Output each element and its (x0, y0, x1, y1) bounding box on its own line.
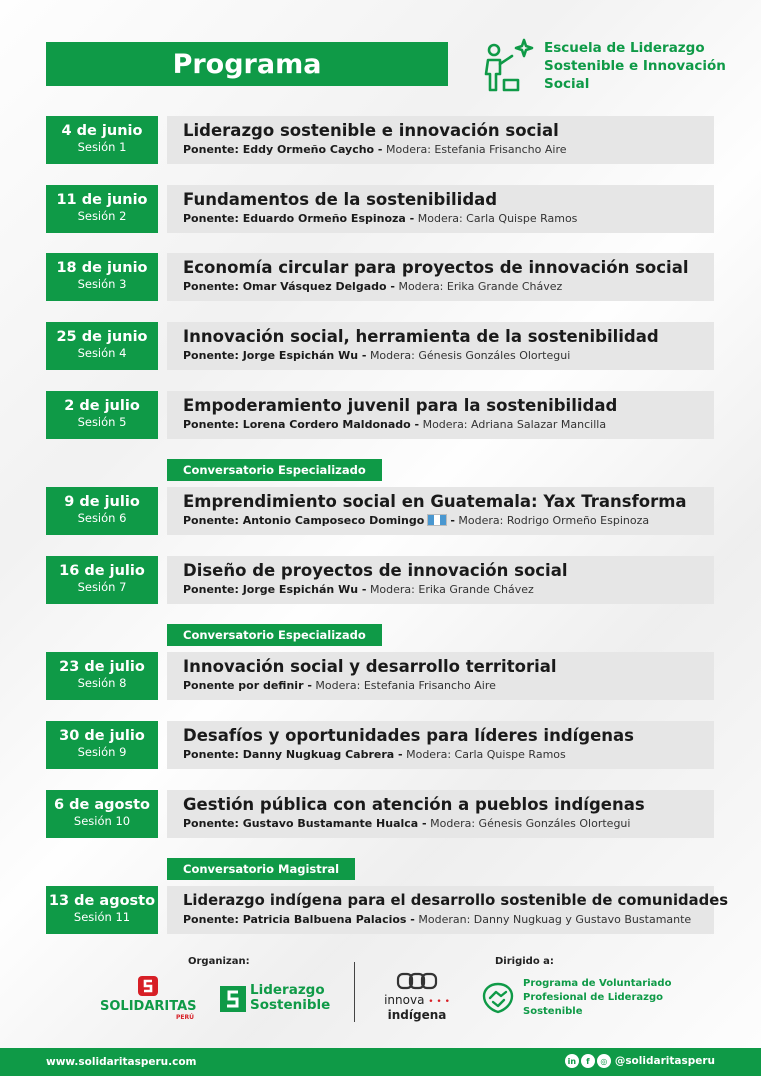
session-row (46, 253, 714, 301)
session-number: Sesión 2 (77, 209, 127, 223)
session-info (167, 790, 714, 838)
session-info (167, 116, 714, 164)
liderazgo-sostenible-logo (219, 983, 331, 1015)
session-title: Fundamentos de la sostenibilidad (183, 190, 498, 209)
date-box (46, 790, 158, 838)
date-box (46, 652, 158, 700)
session-row (46, 391, 714, 439)
date-box (46, 253, 158, 301)
session-date: 18 de junio (56, 260, 148, 276)
session-date: 23 de julio (59, 659, 145, 675)
session-info (167, 185, 714, 233)
dots-icon: • • • (428, 997, 450, 1007)
session-row (46, 652, 714, 700)
instagram-icon[interactable]: ◎ (597, 1054, 611, 1068)
session-title: Diseño de proyectos de innovación social (183, 561, 568, 580)
date-box (46, 487, 158, 535)
speaker: Ponente: Lorena Cordero Maldonado - (183, 418, 420, 431)
session-row (46, 886, 729, 934)
session-title: Liderazgo indígena para el desarrollo sostenible de comunidades (183, 892, 729, 909)
session-people (183, 748, 714, 761)
solidaritas-name: SOLIDARITAS (100, 999, 197, 1014)
speaker: Ponente por definir - (183, 679, 312, 692)
date-box (46, 116, 158, 164)
conversatorio-label: Conversatorio Especializado (167, 459, 382, 481)
moderator: Modera: Adriana Salazar Mancilla (422, 418, 607, 431)
session-date: 11 de junio (56, 192, 148, 208)
speaker: Ponente: Gustavo Bustamante Hualca - (183, 817, 427, 830)
session-title: Economía circular para proyectos de innovación social (183, 258, 689, 277)
date-box (46, 391, 158, 439)
date-box (46, 721, 158, 769)
date-box (46, 886, 158, 934)
session-people (183, 679, 714, 692)
moderator: Modera: Rodrigo Ormeño Espinoza (458, 514, 650, 527)
moderator: Modera: Estefania Frisancho Aire (386, 143, 567, 156)
session-title: Liderazgo sostenible e innovación social (183, 121, 559, 140)
session-date: 2 de julio (64, 398, 140, 414)
session-number: Sesión 1 (77, 140, 127, 154)
moderator: Modera: Estefania Frisancho Aire (315, 679, 496, 692)
session-people (183, 212, 714, 225)
moderator: Modera: Erika Grande Chávez (398, 280, 563, 293)
session-info (167, 391, 714, 439)
session-date: 6 de agosto (53, 797, 151, 813)
moderator: Moderan: Danny Nugkuag y Gustavo Bustamante (418, 913, 692, 926)
session-number: Sesión 4 (77, 346, 127, 360)
session-row (46, 185, 714, 233)
session-date: 9 de julio (64, 494, 140, 510)
session-info (167, 487, 714, 535)
session-title: Empoderamiento juvenil para la sostenibilidad (183, 396, 618, 415)
speaker: Ponente: Antonio Camposeco Domingo (183, 514, 425, 527)
social-links (565, 1054, 715, 1068)
session-title: Emprendimiento social en Guatemala: Yax Transforma (183, 492, 687, 511)
session-people (183, 143, 714, 156)
session-title: Gestión pública con atención a pueblos indígenas (183, 795, 645, 814)
session-number: Sesión 5 (77, 415, 127, 429)
session-date: 25 de junio (56, 329, 148, 345)
footer-bar (0, 1048, 761, 1076)
innova-word: innova (384, 993, 425, 1007)
session-row (46, 116, 714, 164)
handshake-icon (479, 978, 517, 1016)
session-row (46, 487, 714, 535)
speaker: Ponente: Omar Vásquez Delgado - (183, 280, 395, 293)
session-info (167, 652, 714, 700)
liderazgo-mark-icon (219, 985, 247, 1013)
speaker: Ponente: Patricia Balbuena Palacios - (183, 913, 415, 926)
session-people (183, 817, 714, 830)
divider (354, 962, 355, 1022)
session-date: 13 de agosto (48, 893, 156, 909)
school-title: Escuela de Liderazgo Sostenible e Innovación Social (544, 40, 726, 92)
website-link[interactable]: www.solidaritasperu.com (46, 1056, 197, 1068)
guatemala-flag-icon (427, 514, 447, 526)
speaker: Ponente: Eddy Ormeño Caycho - (183, 143, 383, 156)
session-people (183, 418, 714, 431)
program-title-bar (46, 42, 448, 86)
school-branding (478, 36, 738, 96)
moderator: Modera: Génesis Gonzáles Olortegui (430, 817, 631, 830)
session-row (46, 721, 714, 769)
speaker-separator: - (450, 514, 455, 527)
session-info (167, 721, 714, 769)
session-info (167, 556, 714, 604)
session-date: 4 de junio (61, 123, 143, 139)
session-date: 30 de julio (59, 728, 145, 744)
moderator: Modera: Carla Quispe Ramos (417, 212, 578, 225)
session-people (183, 913, 714, 926)
session-info (167, 253, 714, 301)
linkedin-icon[interactable]: in (565, 1054, 579, 1068)
facebook-icon[interactable]: f (581, 1054, 595, 1068)
moderator: Modera: Carla Quispe Ramos (406, 748, 566, 761)
session-row (46, 322, 714, 370)
program-title: Programa (172, 48, 322, 80)
session-number: Sesión 9 (77, 745, 127, 759)
solidaritas-logo (100, 974, 196, 1024)
target-label: Dirigido a: (495, 956, 554, 967)
session-row (46, 556, 714, 604)
infinity-knot-icon (395, 970, 439, 992)
speaker: Ponente: Jorge Espichán Wu - (183, 583, 367, 596)
speaker: Ponente: Danny Nugkuag Cabrera - (183, 748, 403, 761)
solidaritas-country: PERÚ (176, 1014, 194, 1021)
conversatorio-label: Conversatorio Magistral (167, 858, 355, 880)
solidaritas-mark-icon (136, 974, 160, 998)
date-box (46, 185, 158, 233)
session-number: Sesión 10 (73, 814, 131, 828)
innova-indigena-logo (376, 970, 458, 1022)
moderator: Modera: Erika Grande Chávez (369, 583, 534, 596)
voluntariado-text: Programa de Voluntariado Profesional de Liderazgo Sostenible (523, 978, 672, 1017)
speaker: Ponente: Jorge Espichán Wu - (183, 349, 367, 362)
moderator: Modera: Génesis Gonzáles Olortegui (369, 349, 571, 362)
session-people (183, 349, 714, 362)
date-box (46, 322, 158, 370)
session-title: Innovación social y desarrollo territorial (183, 657, 557, 676)
social-handle: @solidaritasperu (614, 1055, 715, 1067)
session-number: Sesión 11 (73, 910, 131, 924)
date-box (46, 556, 158, 604)
conversatorio-label: Conversatorio Especializado (167, 624, 382, 646)
organizers-label: Organizan: (188, 956, 250, 967)
session-people (183, 514, 714, 527)
session-info (167, 886, 729, 934)
innova-line2: indígena (387, 1008, 447, 1022)
session-title: Innovación social, herramienta de la sostenibilidad (183, 327, 659, 346)
voluntariado-logo (479, 976, 679, 1020)
session-number: Sesión 3 (77, 277, 127, 291)
session-title: Desafíos y oportunidades para líderes indígenas (183, 726, 634, 745)
liderazgo-line2: Sostenible (250, 997, 331, 1013)
session-info (167, 322, 714, 370)
session-people (183, 280, 714, 293)
liderazgo-line1: Liderazgo (250, 982, 325, 998)
leader-icon (478, 36, 538, 96)
innova-line1 (376, 994, 458, 1009)
session-number: Sesión 7 (77, 580, 127, 594)
session-number: Sesión 6 (77, 511, 127, 525)
session-number: Sesión 8 (77, 676, 127, 690)
session-people (183, 583, 714, 596)
speaker: Ponente: Eduardo Ormeño Espinoza - (183, 212, 415, 225)
session-row (46, 790, 714, 838)
session-date: 16 de julio (59, 563, 145, 579)
